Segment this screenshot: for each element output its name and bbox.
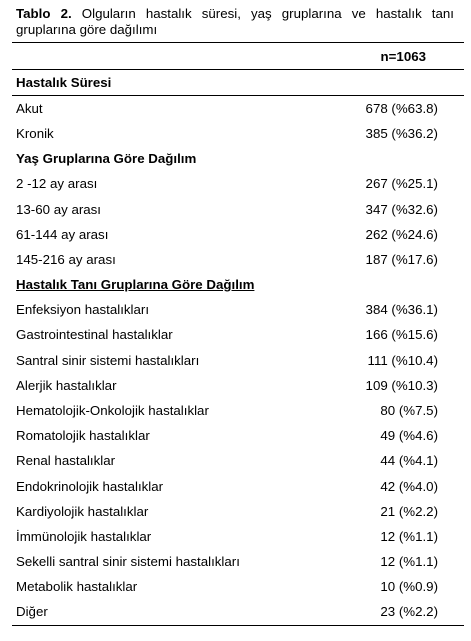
section-title: Hastalık Süresi [12,70,464,96]
header-cell-n: n=1063 [328,43,464,70]
table-row [12,247,464,272]
row-value: 678 (%63.8) [365,101,438,117]
table-row [12,222,464,247]
row-value: 80 (%7.5) [380,402,438,418]
row-value: 347 (%32.6) [365,201,438,217]
row-value: 384 (%36.1) [365,302,438,318]
row-label: 61-144 ay arası [16,226,109,242]
section-title-cell [12,272,464,297]
row-label: Gastrointestinal hastalıklar [16,327,173,343]
table-row [12,473,464,498]
row-value: 44 (%4.1) [380,453,438,469]
table-caption-text: Olguların hastalık süresi, yaş gruplarına ve hastalık tanı gruplarına göre dağılımı [16,6,454,37]
table-row [12,599,464,625]
row-value: 12 (%1.1) [380,554,438,570]
table-row [12,448,464,473]
row-label: 13-60 ay arası [16,201,102,217]
row-label: Hematolojik-Onkolojik hastalıklar [16,402,209,418]
row-label: Metabolik hastalıklar [16,579,138,595]
row-label: Kardiyolojik hastalıklar [16,503,149,519]
header-cell-label [12,43,328,70]
distribution-table [12,42,464,626]
section-title: Hastalık Tanı Gruplarına Göre Dağılım [16,277,255,293]
table-row [12,171,464,196]
row-value: 166 (%15.6) [365,327,438,343]
row-value: 385 (%36.2) [365,126,438,142]
section-title-row [12,70,464,96]
row-value: 10 (%0.9) [380,579,438,595]
table-header-row [12,43,464,70]
table-row [12,423,464,448]
row-label: Kronik [16,126,54,142]
row-value: 23 (%2.2) [328,599,464,625]
table-row [12,499,464,524]
row-label: 145-216 ay arası [16,252,116,268]
row-label: Santral sinir sistemi hastalıkları [16,352,200,368]
table-row [12,373,464,398]
row-label: Akut [16,101,43,117]
section-title-row [12,146,464,171]
row-label: Enfeksiyon hastalıkları [16,302,150,318]
section-title: Yaş Gruplarına Göre Dağılım [16,151,197,167]
row-label: Renal hastalıklar [16,453,116,469]
row-value: 42 (%4.0) [380,478,438,494]
row-label: 2 -12 ay arası [16,176,98,192]
row-value: 21 (%2.2) [380,503,438,519]
table-caption [16,6,454,38]
table-row [12,348,464,373]
row-label: Diğer [12,599,328,625]
row-label: Endokrinolojik hastalıklar [16,478,164,494]
table-row [12,574,464,599]
table-row [12,524,464,549]
row-label: Alerjik hastalıklar [16,377,117,393]
table-row [12,322,464,347]
table-row [12,197,464,222]
table-row [12,297,464,322]
table-row [12,549,464,574]
row-value: 187 (%17.6) [365,252,438,268]
table-row [12,398,464,423]
table-caption-label: Tablo 2. [16,6,72,21]
row-value: 111 (%10.4) [367,352,438,368]
row-label: Romatolojik hastalıklar [16,428,150,444]
row-value: 109 (%10.3) [365,377,438,393]
row-value: 262 (%24.6) [365,226,438,242]
row-label: İmmünolojik hastalıklar [16,528,152,544]
row-value: 267 (%25.1) [365,176,438,192]
row-value: 49 (%4.6) [380,428,438,444]
table-row [12,96,464,122]
section-title-row [12,272,464,297]
row-label: Sekelli santral sinir sistemi hastalıkları [16,554,240,570]
row-value: 12 (%1.1) [380,528,438,544]
table-row [12,121,464,146]
